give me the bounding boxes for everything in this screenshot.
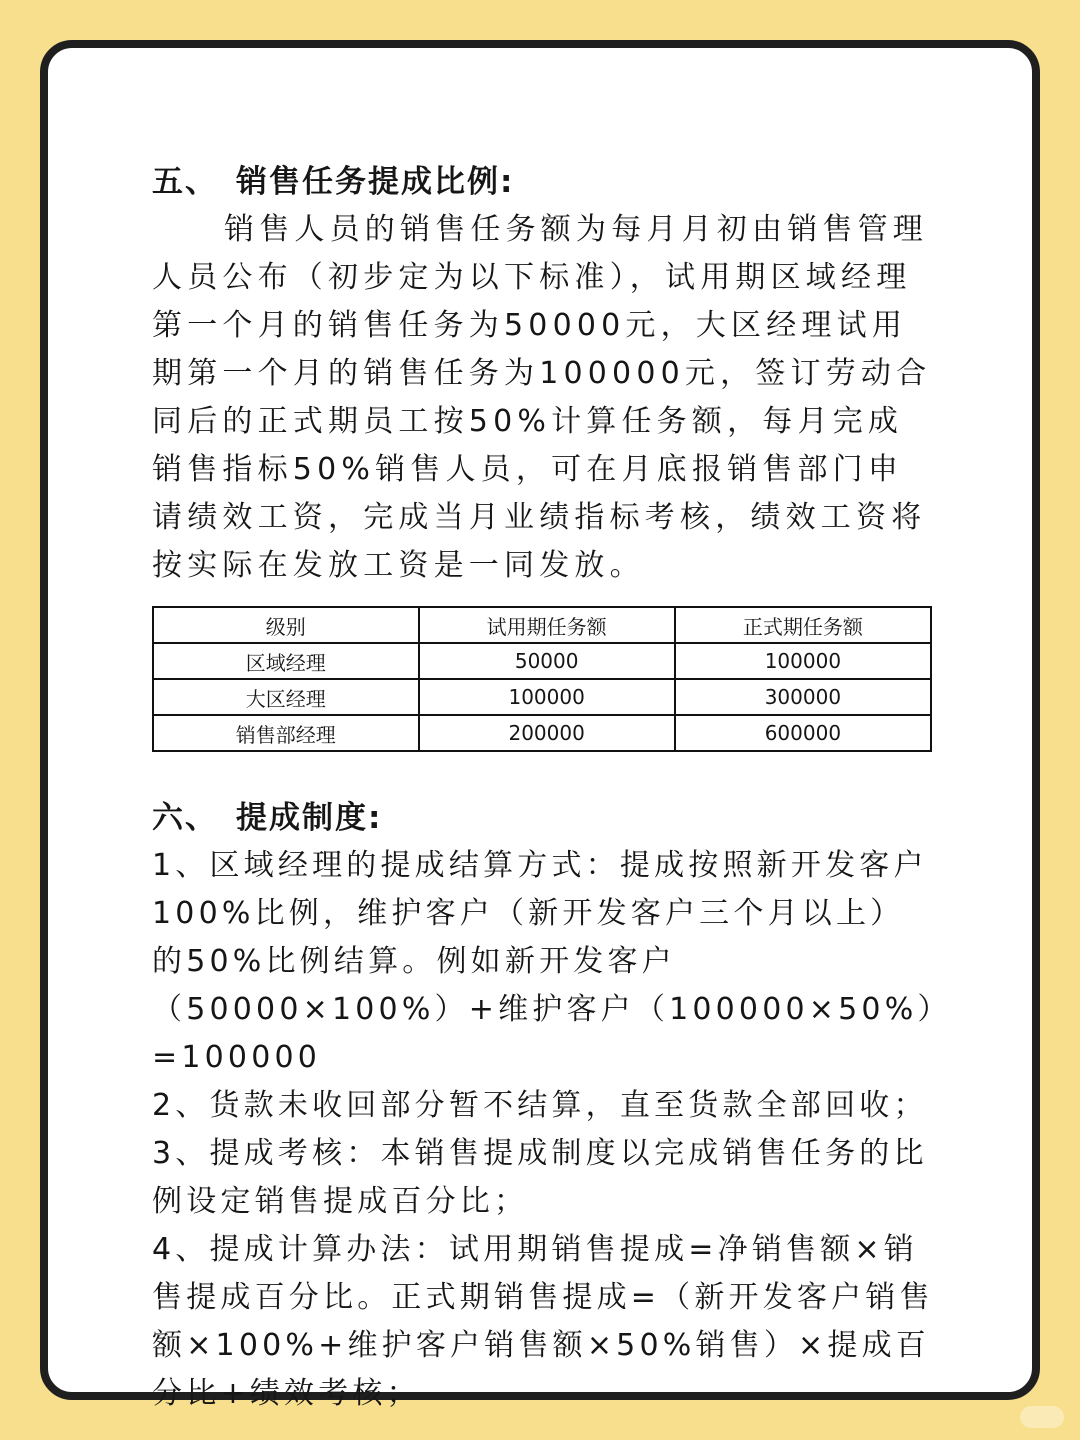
section-5-paragraph: 销售人员的销售任务额为每月月初由销售管理人员公布（初步定为以下标准），试用期区域经理第一个月的销售任务为50000元，大区经理试用期第一个月的销售任务为100000元，签订劳动合同后的正式期员工按50%计算任务额，每月完成销售指标50%销售人员，可在月底报销售部门申请绩效工资，完成当月业绩指标考核，绩效工资将按实际在发放工资是一同发放。 bbox=[152, 212, 932, 583]
table-cell: 600000 bbox=[675, 715, 931, 751]
section-6-title: 提成制度: bbox=[236, 800, 383, 836]
table-cell: 100000 bbox=[419, 679, 675, 715]
table-cell: 销售部经理 bbox=[153, 715, 419, 751]
table-row bbox=[153, 715, 931, 751]
table-header-row bbox=[153, 607, 931, 643]
table-row bbox=[153, 679, 931, 715]
section-6-heading bbox=[152, 794, 938, 842]
document-content bbox=[152, 148, 938, 1418]
table-cell: 300000 bbox=[675, 679, 931, 715]
table-header-cell: 正式期任务额 bbox=[675, 607, 931, 643]
table-header-cell: 试用期任务额 bbox=[419, 607, 675, 643]
table-row bbox=[153, 643, 931, 679]
section-6-number: 六、 bbox=[152, 800, 218, 836]
watermark-badge bbox=[1020, 1406, 1064, 1428]
table-cell: 200000 bbox=[419, 715, 675, 751]
section-6-item-3: 3、提成考核：本销售提成制度以完成销售任务的比例设定销售提成百分比； bbox=[152, 1136, 928, 1219]
sales-task-table bbox=[152, 606, 932, 752]
table-cell: 区域经理 bbox=[153, 643, 419, 679]
table-cell: 100000 bbox=[675, 643, 931, 679]
section-6-item-2: 2、货款未收回部分暂不结算，直至货款全部回收； bbox=[152, 1088, 928, 1123]
table-cell: 大区经理 bbox=[153, 679, 419, 715]
document-card bbox=[40, 40, 1040, 1411]
section-5-title: 销售任务提成比例: bbox=[236, 164, 515, 200]
table-header-cell: 级别 bbox=[153, 607, 419, 643]
table-cell: 50000 bbox=[419, 643, 675, 679]
section-6-item-4: 4、提成计算办法：试用期销售提成=净销售额×销售提成百分比。正式期销售提成=（新开发客户销售额×100%+维护客户销售额×50%销售）×提成百分比+绩效考核； bbox=[152, 1232, 934, 1411]
section-5-heading bbox=[152, 158, 938, 206]
section-6-item-1: 1、区域经理的提成结算方式：提成按照新开发客户100%比例，维护客户（新开发客户三个月以上）的50%比例结算。例如新开发客户（50000×100%）+维护客户（100000×50%）=100000 bbox=[152, 848, 937, 1075]
section-5-number: 五、 bbox=[152, 164, 218, 200]
